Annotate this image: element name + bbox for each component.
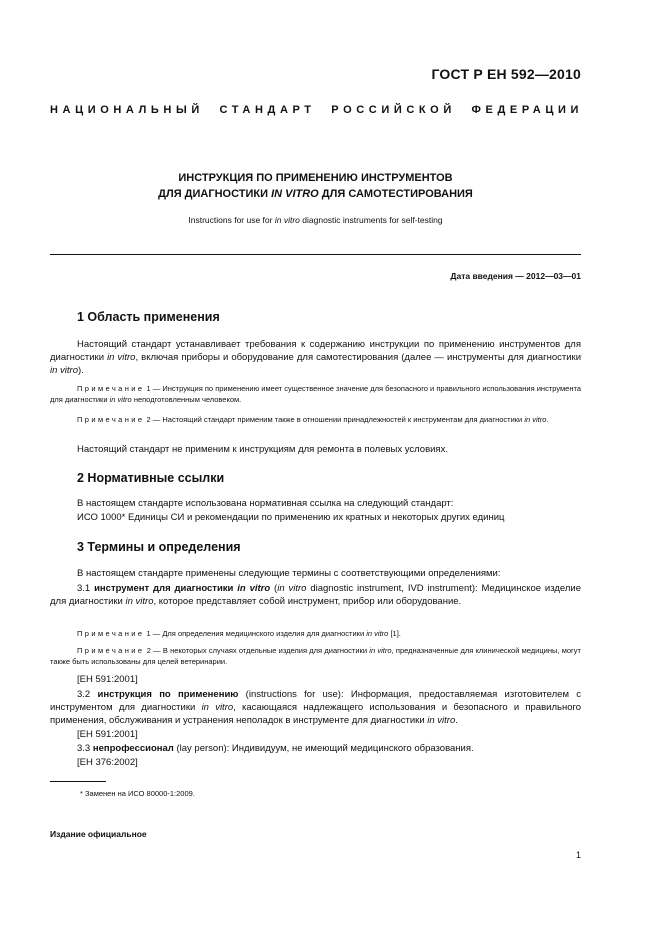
- document-title: [50, 170, 581, 202]
- section-3-heading: 3 Термины и определения: [77, 540, 241, 554]
- national-standard-banner: [50, 104, 583, 116]
- footnote: * Заменен на ИСО 80000-1:2009.: [80, 789, 195, 798]
- section-1-paragraph-2: Настоящий стандарт не применим к инструкциям для ремонта в полевых условиях.: [77, 444, 448, 455]
- official-edition-label: Издание официальное: [50, 829, 147, 839]
- section-1-note-2: Примечание 2 — Настоящий стандарт применим также в отношении принадлежностей к инструментам для диагностики in vitro.: [77, 415, 549, 424]
- banner-word: ФЕДЕРАЦИИ: [471, 104, 583, 116]
- section-2-heading: 2 Нормативные ссылки: [77, 471, 225, 485]
- banner-word: НАЦИОНАЛЬНЫЙ: [50, 104, 204, 116]
- section-1-heading: 1 Область применения: [77, 310, 220, 324]
- title-line-2: ДЛЯ ДИАГНОСТИКИ IN VITRO ДЛЯ САМОТЕСТИРОВАНИЯ: [158, 188, 473, 200]
- section-2-reference: ИСО 1000* Единицы СИ и рекомендации по применению их кратных и некоторых других единиц: [77, 512, 505, 523]
- title-line-1: ИНСТРУКЦИЯ ПО ПРИМЕНЕНИЮ ИНСТРУМЕНТОВ: [178, 172, 453, 184]
- introduction-date: Дата введения — 2012—03—01: [450, 271, 581, 281]
- section-1-paragraph-1: Настоящий стандарт устанавливает требования к содержанию инструкции по применению инструментов для диагностики in vitro, включая приборы и оборудование для самотестирования (далее — инструменты для диагностики in vitro).: [50, 339, 582, 376]
- section-2-paragraph-1: В настоящем стандарте использована нормативная ссылка на следующий стандарт:: [77, 498, 454, 509]
- term-3-2-source: [ЕН 591:2001]: [77, 729, 138, 740]
- term-3-1-source: [ЕН 591:2001]: [77, 674, 138, 685]
- header-divider: [50, 254, 581, 255]
- document-number: ГОСТ Р ЕН 592—2010: [431, 66, 581, 82]
- footnote-divider: [50, 781, 106, 782]
- term-3-1-note-1: Примечание 1 — Для определения медицинского изделия для диагностики in vitro [1].: [77, 629, 401, 638]
- section-1-note-1: Примечание 1 — Инструкция по применению имеет существенное значение для безопасного и правильного использования инструмента для диагностики in vitro неподготовленным человеком.: [50, 384, 581, 404]
- term-3-3-source: [ЕН 376:2002]: [77, 757, 138, 768]
- term-3-2: 3.2 инструкция по применению (instructions for use): Информация, предоставляемая изготовителем с инструментом для диагностики in vitro, касающаяся надлежащего использования и безопасного и правильного применения, обслуживания и устранения неполадок в инструменте для диагностики in vitro.: [50, 689, 582, 726]
- english-title: Instructions for use for in vitro diagnostic instruments for self-testing: [188, 215, 443, 225]
- banner-word: РОССИЙСКОЙ: [331, 104, 456, 116]
- page-number: 1: [575, 850, 581, 860]
- term-3-1-note-2: Примечание 2 — В некоторых случаях отдельные изделия для диагностики in vitro, предназначенные для клинической медицины, могут также быть использованы для целей ветеринарии.: [50, 646, 581, 666]
- term-3-1: 3.1 инструмент для диагностики in vitro (in vitro diagnostic instrument, IVD instrument): Медицинское изделие для диагностики in vitro, которое представляет собой инструмент, прибор или оборудование.: [50, 583, 582, 607]
- section-3-intro: В настоящем стандарте применены следующие термины с соответствующими определениями:: [77, 568, 501, 579]
- banner-word: СТАНДАРТ: [219, 104, 316, 116]
- term-3-3: 3.3 непрофессионал (lay person): Индивидуум, не имеющий медицинского образования.: [77, 743, 474, 754]
